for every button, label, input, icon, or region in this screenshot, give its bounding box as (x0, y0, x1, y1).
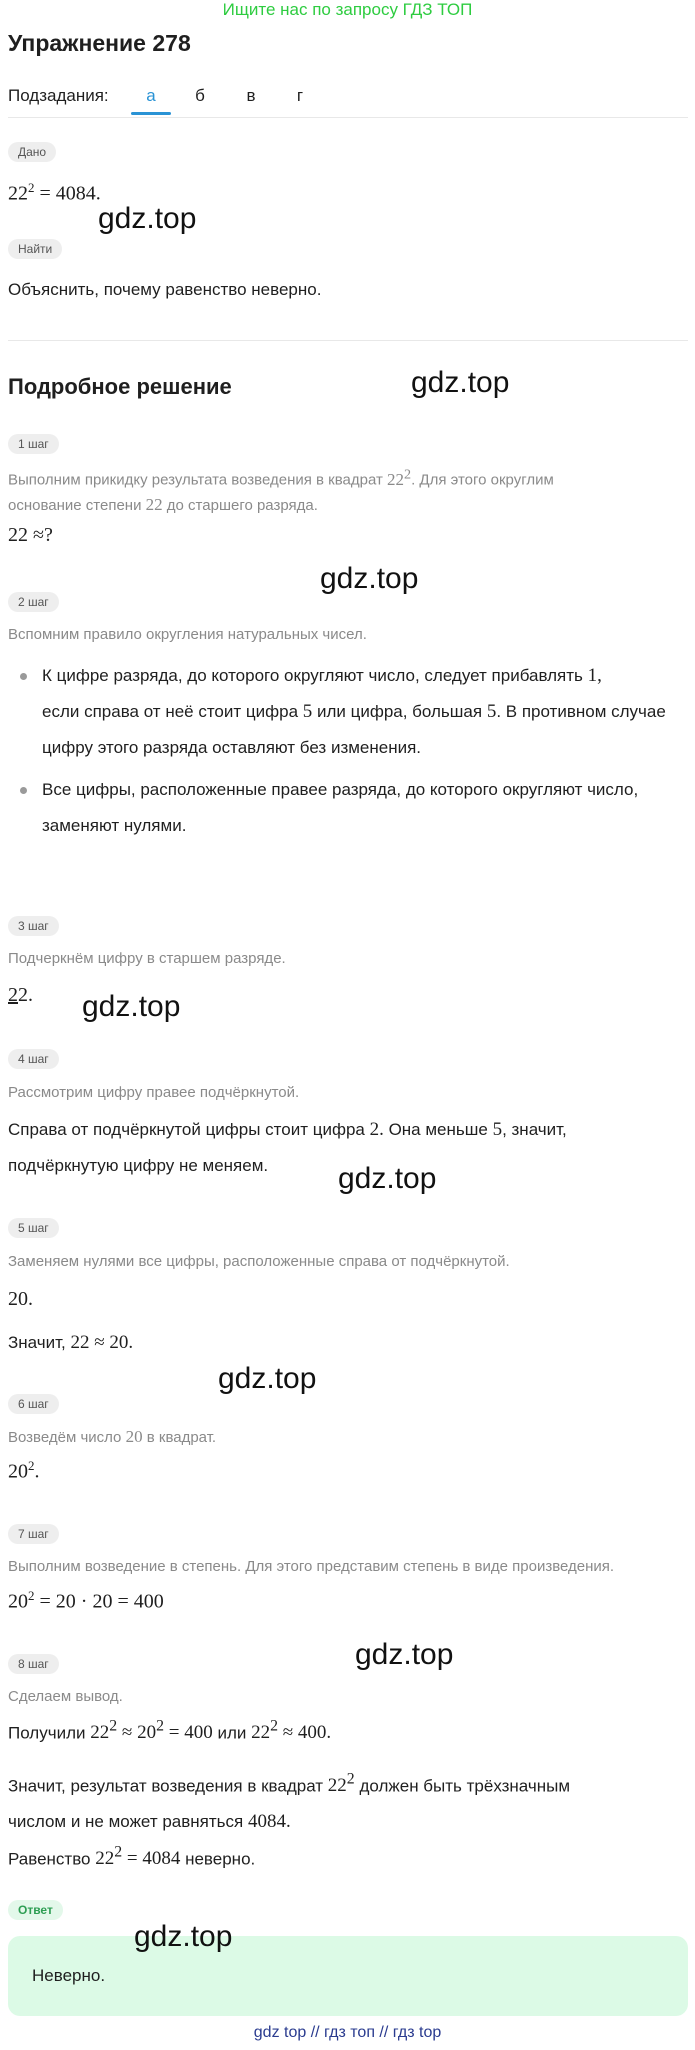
answer-box (8, 1936, 688, 2016)
answer-text: Неверно. (32, 1966, 106, 1985)
step-pill: 1 шаг (8, 434, 59, 454)
tab-g[interactable]: г (296, 86, 304, 105)
subtasks-label: Подзадания: (8, 86, 109, 105)
search-banner[interactable]: Ищите нас по запросу ГДЗ ТОП (222, 0, 473, 19)
step-pill: 3 шаг (8, 916, 59, 936)
step-text: Выполним прикидку результата возведения в квадрат $22^2$. Для этого округлим основание степени 22 до старшего разряда. (8, 466, 554, 514)
step-math: $20^2 = 20 \cdot 20 = 400$ (8, 1588, 164, 1613)
step-text: Рассмотрим цифру правее подчёркнутой. (8, 1084, 300, 1101)
step-math: 20. (8, 1288, 33, 1310)
step-pill: 2 шаг (8, 592, 59, 612)
tab-a[interactable]: а (146, 86, 156, 105)
given-pill: Дано (8, 142, 56, 162)
given-equation: $22^2 = 4084$. (8, 180, 101, 205)
step-explanation: Значит, результат возведения в квадрат $22^2$ должен быть трёхзначным числом и не может равняться 4084. (8, 1771, 571, 1833)
step-explanation: Справа от подчёркнутой цифры стоит цифра 2. Она меньше 5, значит, подчёркнутую цифру не меняем. (8, 1119, 567, 1175)
step-conclusion: Значит, 22 ≈ 20. (8, 1332, 134, 1353)
step-pill: 6 шаг (8, 1394, 59, 1414)
solution-title: Подробное решение (8, 374, 232, 399)
step-text: Заменяем нулями все цифры, расположенные справа от подчёркнутой. (8, 1253, 510, 1270)
watermark: gdz.top (320, 562, 419, 595)
step-text: Возведём число 20 в квадрат. (8, 1427, 217, 1446)
step-pill: 4 шаг (8, 1049, 59, 1069)
watermark: gdz.top (338, 1162, 437, 1195)
page-title: Упражнение 278 (8, 30, 191, 56)
watermark: gdz.top (134, 1920, 233, 1953)
watermark: gdz.top (98, 202, 197, 235)
tab-b[interactable]: б (195, 86, 205, 105)
list-item: К цифре разряда, до которого округляют число, следует прибавлять 1, если справа от неё стоит цифра 5 или цифра, большая 5. В противном случае цифру этого разряда оставляют без изменения. (20, 658, 670, 766)
watermark: gdz.top (218, 1362, 317, 1395)
divider (8, 340, 688, 341)
divider (8, 117, 688, 118)
active-tab-indicator (131, 112, 171, 115)
footer-links[interactable]: gdz top // гдз топ // гдз top (253, 2024, 442, 2041)
rounding-rules-list (20, 658, 670, 850)
watermark: gdz.top (411, 366, 510, 399)
watermark: gdz.top (355, 1638, 454, 1671)
step-math: $20^2$. (8, 1458, 40, 1483)
tab-v[interactable]: в (246, 86, 256, 105)
step-text: Вспомним правило округления натуральных чисел. (8, 626, 367, 643)
step-pill: 5 шаг (8, 1218, 59, 1238)
watermark: gdz.top (82, 990, 181, 1023)
step-text: Выполним возведение в степень. Для этого представим степень в виде произведения. (8, 1558, 615, 1575)
answer-pill: Ответ (8, 1900, 63, 1920)
list-item: Все цифры, расположенные правее разряда, до которого округляют число, заменяют нулями. (20, 772, 670, 844)
step-conclusion: Равенство $22^2 = 4084$ неверно. (8, 1844, 256, 1870)
bullet-icon (20, 787, 27, 794)
step-math: 22 ≈? (8, 524, 53, 546)
find-text: Объяснить, почему равенство неверно. (8, 280, 322, 299)
step-text: Подчеркнём цифру в старшем разряде. (8, 950, 286, 967)
step-math: 22. (8, 984, 33, 1006)
find-pill: Найти (8, 239, 62, 259)
step-text: Сделаем вывод. (8, 1688, 123, 1705)
step-pill: 7 шаг (8, 1524, 59, 1544)
step-result: Получили $22^2 \approx 20^2 = 400$ или $22^2 \approx 400$. (8, 1718, 332, 1744)
bullet-icon (20, 673, 27, 680)
step-pill: 8 шаг (8, 1654, 59, 1674)
